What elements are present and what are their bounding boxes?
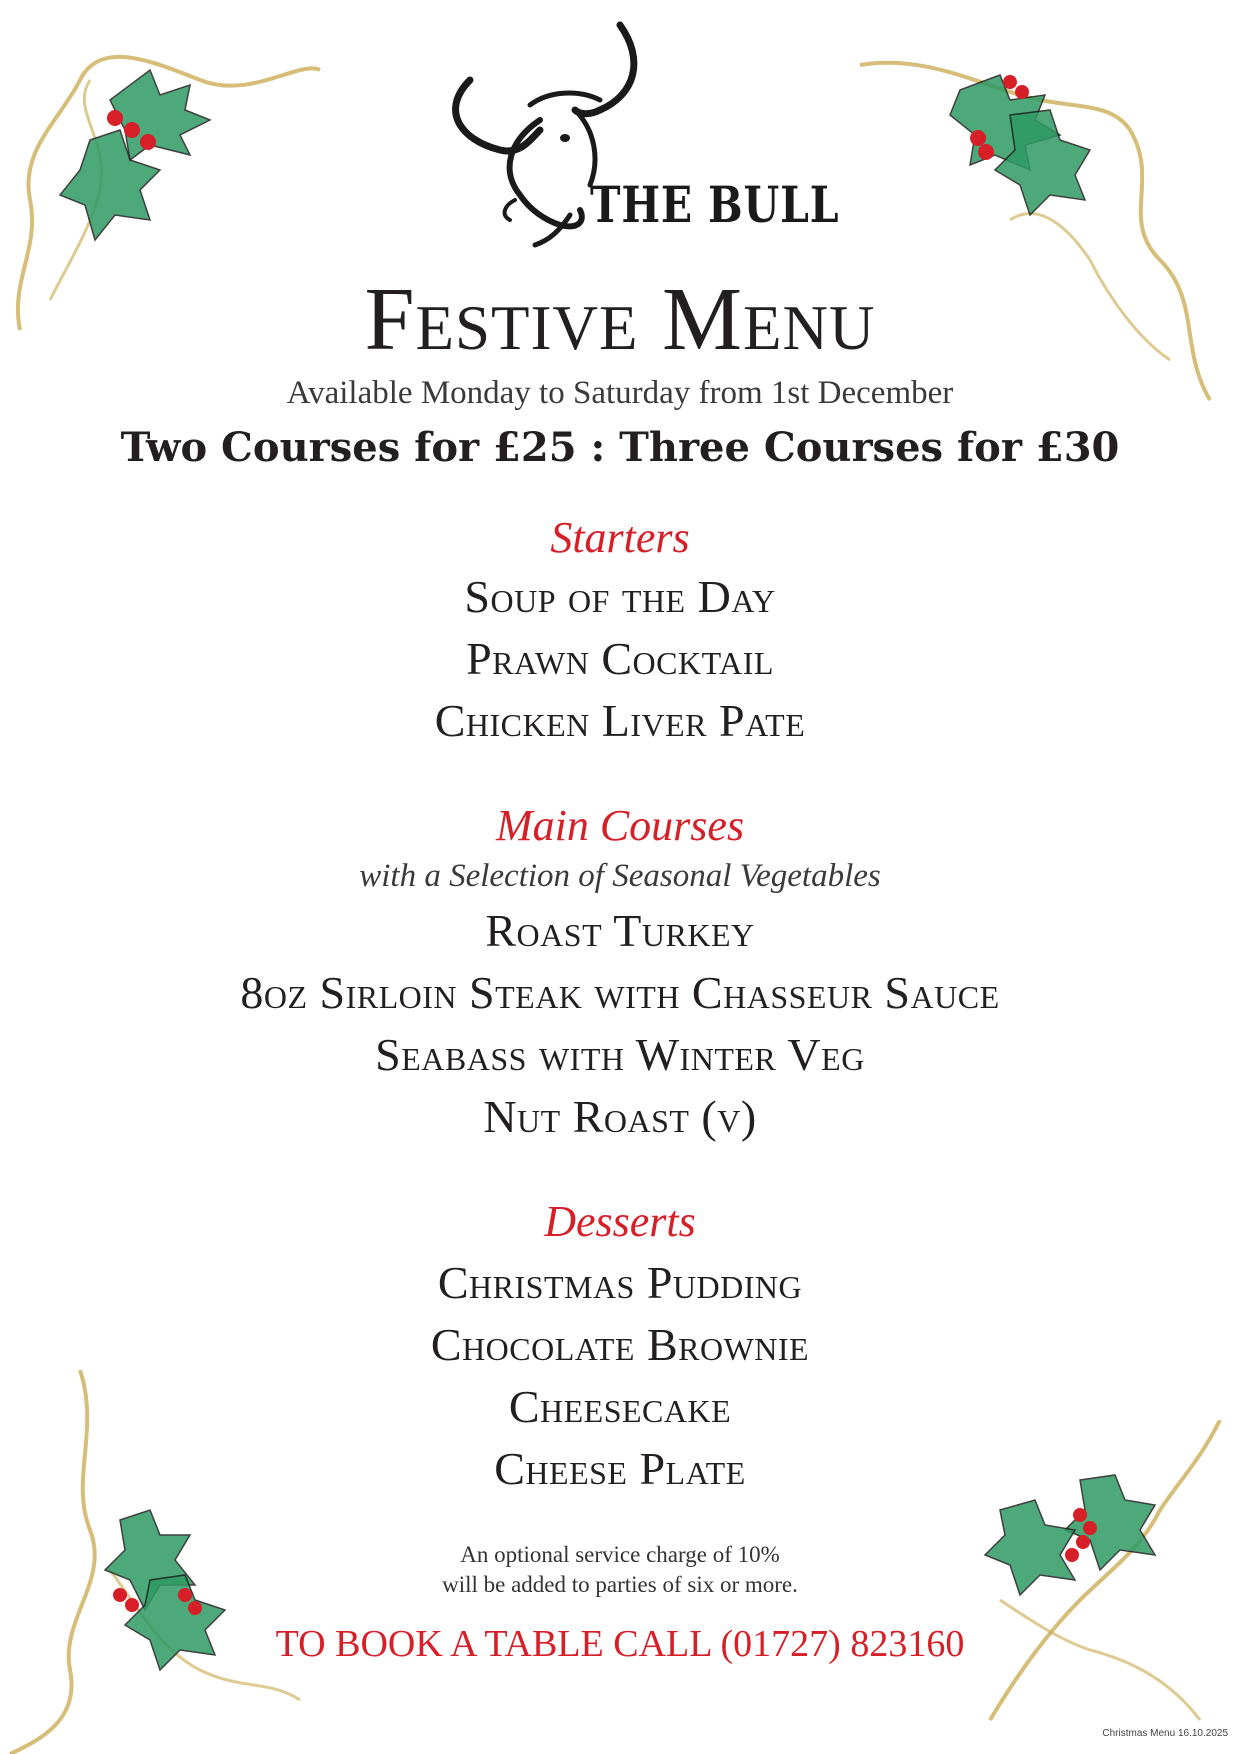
- pricing-text: Two Courses for £25 : Three Courses for £30: [120, 424, 1120, 471]
- service-note: will be added to parties of six or more.: [442, 1572, 798, 1597]
- page-title: Festive Menu: [364, 270, 876, 369]
- menu-item: 8oz Sirloin Steak with Chasseur Sauce: [240, 967, 1000, 1018]
- mains-heading: Main Courses: [495, 801, 745, 850]
- service-note: An optional service charge of 10%: [460, 1542, 780, 1567]
- menu-item: Prawn Cocktail: [466, 633, 774, 684]
- mains-note: with a Selection of Seasonal Vegetables: [359, 858, 881, 894]
- menu-item: Cheesecake: [508, 1381, 732, 1432]
- menu-item: Seabass with Winter Veg: [375, 1029, 865, 1080]
- menu-item: Christmas Pudding: [437, 1257, 803, 1308]
- menu-item: Soup of the Day: [464, 571, 776, 622]
- booking-text: TO BOOK A TABLE CALL (01727) 823160: [275, 1623, 965, 1665]
- starters-heading: Starters: [550, 513, 690, 562]
- desserts-heading: Desserts: [544, 1197, 696, 1246]
- menu-item: Roast Turkey: [485, 905, 755, 956]
- availability-text: Available Monday to Saturday from 1st December: [286, 375, 954, 411]
- menu-item: Chicken Liver Pate: [434, 695, 806, 746]
- logo-text: THE BULL: [590, 175, 840, 234]
- menu-item: Nut Roast (v): [483, 1091, 757, 1142]
- menu-item: Cheese Plate: [494, 1443, 746, 1494]
- document-reference: Christmas Menu 16.10.2025: [1102, 1728, 1228, 1739]
- menu-item: Chocolate Brownie: [430, 1319, 810, 1370]
